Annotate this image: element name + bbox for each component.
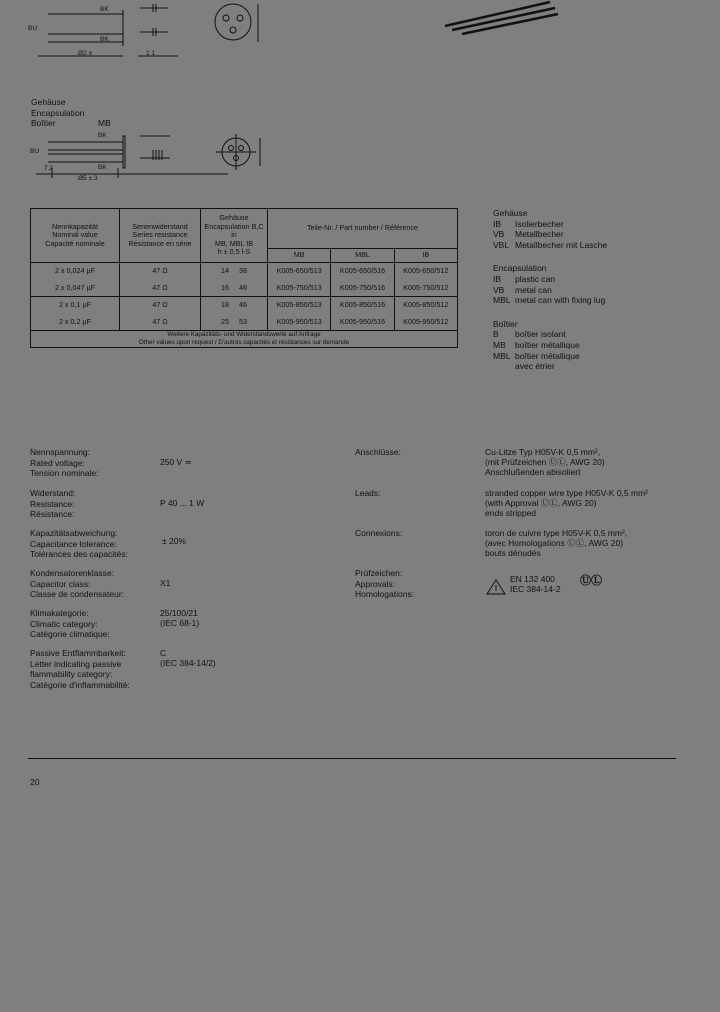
spec-leads-fr (355, 528, 695, 568)
spec-label: Connexions: (355, 528, 403, 538)
footnote-de: Weitere Kapazitäts- und Widerstandswerte auf Anfrage (167, 331, 321, 338)
legend-text: Metallbecher (515, 229, 564, 240)
legend-code: MBL (493, 350, 511, 361)
header-encap-en: Encapsulation B,C in (204, 221, 264, 240)
row-part-mbl: K005-950/516 (331, 314, 394, 331)
ul-mark-icon: ⓊⓁ (580, 575, 602, 587)
table-footnote-row (31, 331, 458, 348)
spec-label: Letter indicating passive (30, 658, 122, 669)
spec-label: flammability category: (30, 669, 113, 680)
spec-value: 250 V ≂ (160, 457, 192, 467)
spec-label: Kapazitätsabweichung: (30, 528, 118, 538)
row-h: 25 (221, 316, 229, 326)
legend-text: plastic can (515, 273, 556, 284)
header-encapsulation (201, 209, 268, 263)
header-encap-de: Gehäuse (219, 213, 249, 223)
spec-line: toron de cuivre type H05V-K 0,5 mm², (485, 528, 628, 538)
legend-code: MB (493, 339, 506, 350)
spec-label: Capacitor class: (30, 578, 91, 589)
row-part-mb: K005-650/513 (268, 263, 331, 280)
row-resistance: 47 Ω (120, 263, 201, 280)
legend-encap-title: Encapsulation (493, 263, 547, 274)
header-capacitance-en: Nominal value (52, 230, 98, 240)
spec-label: Klimakategorie: (30, 608, 89, 618)
encapsulation-header-en: Encapsulation (31, 107, 85, 118)
mb-dim-a: 7.2 (44, 165, 54, 172)
row-dims (201, 263, 268, 280)
spec-label: Resistance: (30, 498, 75, 509)
header-encap-dims: h ± 0,5 l-S (217, 247, 251, 257)
approval-standard: IEC 384-14-2 (510, 584, 561, 594)
spec-leads-de (355, 447, 695, 488)
row-h: 14 (221, 266, 229, 276)
legend-code: IB (493, 273, 502, 284)
spec-label: Catégorie climatique: (30, 629, 110, 640)
row-dims (201, 297, 268, 314)
row-resistance: 47 Ω (120, 297, 201, 314)
approval-standard: EN 132 400 (510, 574, 555, 584)
spec-rated-voltage (30, 447, 340, 488)
row-capacitance: 2 x 0,024 µF (54, 266, 96, 276)
top-label-bk-lower: BK (100, 36, 109, 43)
header-resistance-fr: Résistance en série (128, 238, 192, 248)
table-row (31, 280, 458, 297)
header-capacitance-fr: Capacité nominale (45, 238, 105, 248)
encapsulation-header-fr: Boîtier (31, 118, 56, 129)
row-part-ib: K005-650/512 (394, 263, 457, 280)
encapsulation-legend (493, 208, 693, 372)
row-dims (201, 280, 268, 297)
row-capacitance: 2 x 0,2 µF (58, 316, 92, 326)
row-part-mb: K005-950/513 (268, 314, 331, 331)
legend-text: Isolierbecher (515, 218, 564, 229)
row-l: 46 (239, 282, 247, 292)
spec-label: Widerstand: (30, 488, 76, 498)
row-dims (201, 314, 268, 331)
spec-value: X1 (160, 578, 171, 588)
row-l: 46 (239, 300, 247, 310)
spec-value-2: (IEC 68-1) (160, 618, 200, 628)
spec-flammability (30, 648, 340, 692)
footer-rule (28, 758, 676, 759)
row-part-mbl: K005-750/516 (331, 280, 394, 297)
col-type-mb: MB (268, 249, 331, 263)
spec-approvals (355, 568, 695, 608)
row-resistance: 47 Ω (120, 314, 201, 331)
legend-code: MBL (493, 295, 511, 306)
spec-label: Leads: (355, 488, 381, 498)
row-resistance: 47 Ω (120, 280, 201, 297)
spec-label: Approvals: (355, 578, 396, 589)
legend-text: boîtier métallique (515, 350, 580, 361)
spec-resistance (30, 488, 340, 528)
spec-line: bouts dénudés (485, 548, 541, 558)
spec-line: ends stripped (485, 508, 537, 518)
legend-code: B (493, 329, 499, 340)
spec-label: Climatic category: (30, 618, 98, 629)
specs-left (30, 447, 340, 692)
mb-type-label: MB (98, 118, 111, 128)
spec-label: Passive Entflammbarkeit: (30, 648, 126, 658)
spec-climatic-category (30, 608, 340, 648)
spec-capacitance-tolerance (30, 528, 340, 568)
spec-value: P 40 ... 1 W (160, 498, 205, 508)
legend-gehaeuse-title: Gehäuse (493, 208, 528, 218)
spec-label: Catégorie d'inflammabilité: (30, 679, 130, 690)
col-type-mbl: MBL (331, 249, 394, 263)
legend-boitier-extra: avec étrier (515, 361, 555, 372)
header-resistance (120, 209, 201, 263)
row-part-ib: K005-850/512 (394, 297, 457, 314)
spec-value: ± 20% (162, 536, 187, 546)
top-dim-total: Ø2 ± (78, 50, 93, 57)
spec-label: Tension nominale: (30, 468, 99, 479)
row-part-mbl: K005-850/516 (331, 297, 394, 314)
spec-label: Classe de condensateur: (30, 589, 125, 600)
mb-label-bk-lower: BK (98, 164, 107, 171)
legend-text: metal can (515, 284, 552, 295)
top-dim-lead: 1 1 (146, 50, 156, 57)
spec-value: 25/100/21 (160, 608, 198, 618)
row-l: 53 (239, 316, 247, 326)
mb-dim-b: Ø5 ±.3 (78, 175, 98, 182)
col-type-ib: IB (394, 249, 457, 263)
footnote-en-fr: Other values upon request / D'autres capacités et résistances sur demande (138, 339, 350, 346)
legend-code: VBL (493, 239, 510, 250)
specs-right (355, 447, 695, 608)
legend-item (493, 219, 693, 230)
legend-item (493, 329, 693, 340)
parts-table (30, 208, 458, 348)
page-number: 20 (30, 777, 40, 787)
top-label-bk-upper: BK (100, 6, 109, 13)
mb-dimension-drawing (28, 128, 278, 186)
row-capacitance: 2 x 0,047 µF (54, 282, 96, 292)
encapsulation-header (31, 97, 84, 129)
table-row (31, 297, 458, 314)
row-part-mb: K005-850/513 (268, 297, 331, 314)
legend-item (493, 285, 693, 296)
spec-value: C (160, 648, 167, 658)
spec-line: (mit Prüfzeichen ⓊⓁ, AWG 20) (485, 457, 605, 467)
cable-illustration (440, 0, 560, 40)
spec-label: Homologations: (355, 589, 415, 600)
mb-label-bk-upper: BK (98, 132, 107, 139)
spec-label: Capacitance tolerance: (30, 538, 117, 549)
table-row (31, 263, 458, 280)
spec-capacitor-class (30, 568, 340, 608)
legend-item (493, 351, 693, 362)
legend-text: boîtier métallique (515, 339, 580, 350)
legend-item (493, 274, 693, 285)
legend-text: Metallbecher mit Lasche (515, 239, 608, 250)
legend-code: VB (493, 229, 505, 240)
spec-value-2: (IEC 384-14/2) (160, 658, 216, 668)
mb-drawing-svg (28, 128, 278, 186)
header-capacitance (31, 209, 120, 263)
legend-item (493, 295, 693, 306)
header-part-number: Teile-Nr. / Part number / Référence (268, 209, 458, 249)
legend-boitier-title: Boîtier (493, 318, 518, 329)
header-resistance-en: Series resistance (132, 230, 188, 240)
row-h: 18 (221, 300, 229, 310)
spec-line: (avec Homologations ⓊⓁ, AWG 20) (485, 538, 624, 548)
spec-line: Cu-Litze Typ H05V-K 0,5 mm², (485, 447, 601, 457)
spec-label: Résistance: (30, 509, 75, 520)
legend-item (493, 340, 693, 351)
row-part-ib: K005-750/512 (394, 280, 457, 297)
spec-line: Anschlußenden abisoliert (485, 467, 581, 477)
legend-item (493, 229, 693, 240)
header-encap-types: MB, MBL IB (214, 238, 254, 248)
legend-item (493, 240, 693, 251)
row-part-mbl: K005-650/516 (331, 263, 394, 280)
spec-label: Rated voltage: (30, 457, 85, 468)
table-header-row (31, 209, 458, 249)
spec-label: Tolérances des capacités: (30, 549, 128, 560)
header-capacitance-de: Nennkapazität (52, 221, 98, 231)
row-part-ib: K005-950/512 (394, 314, 457, 331)
row-l: 38 (239, 266, 247, 276)
encapsulation-header-de: Gehäuse (31, 97, 66, 107)
legend-text: boîtier isolant (515, 329, 566, 340)
spec-label: Kondensatorenklasse: (30, 568, 115, 578)
legend-code: VB (493, 284, 505, 295)
row-part-mb: K005-750/513 (268, 280, 331, 297)
row-capacitance: 2 x 0,1 µF (58, 300, 92, 310)
vde-approval-icon (485, 578, 507, 596)
table-row (31, 314, 458, 331)
spec-label: Nennspannung: (30, 447, 91, 457)
mb-label-bu: BU (30, 148, 40, 155)
top-label-bu: BU (28, 25, 38, 32)
spec-label: Prüfzeichen: (355, 568, 403, 578)
row-h: 16 (221, 282, 229, 292)
spec-label: Anschlüsse: (355, 447, 401, 457)
spec-line: (with Approval ⓊⓁ, AWG 20) (485, 498, 597, 508)
table-footnote (31, 331, 458, 348)
legend-text: metal can with fixing lug (515, 295, 606, 306)
header-resistance-de: Serienwiderstand (132, 221, 188, 231)
legend-code: IB (493, 218, 502, 229)
spec-leads-en (355, 488, 695, 528)
spec-line: stranded copper wire type H05V-K 0,5 mm² (485, 488, 648, 498)
top-dimension-drawing (28, 0, 278, 62)
